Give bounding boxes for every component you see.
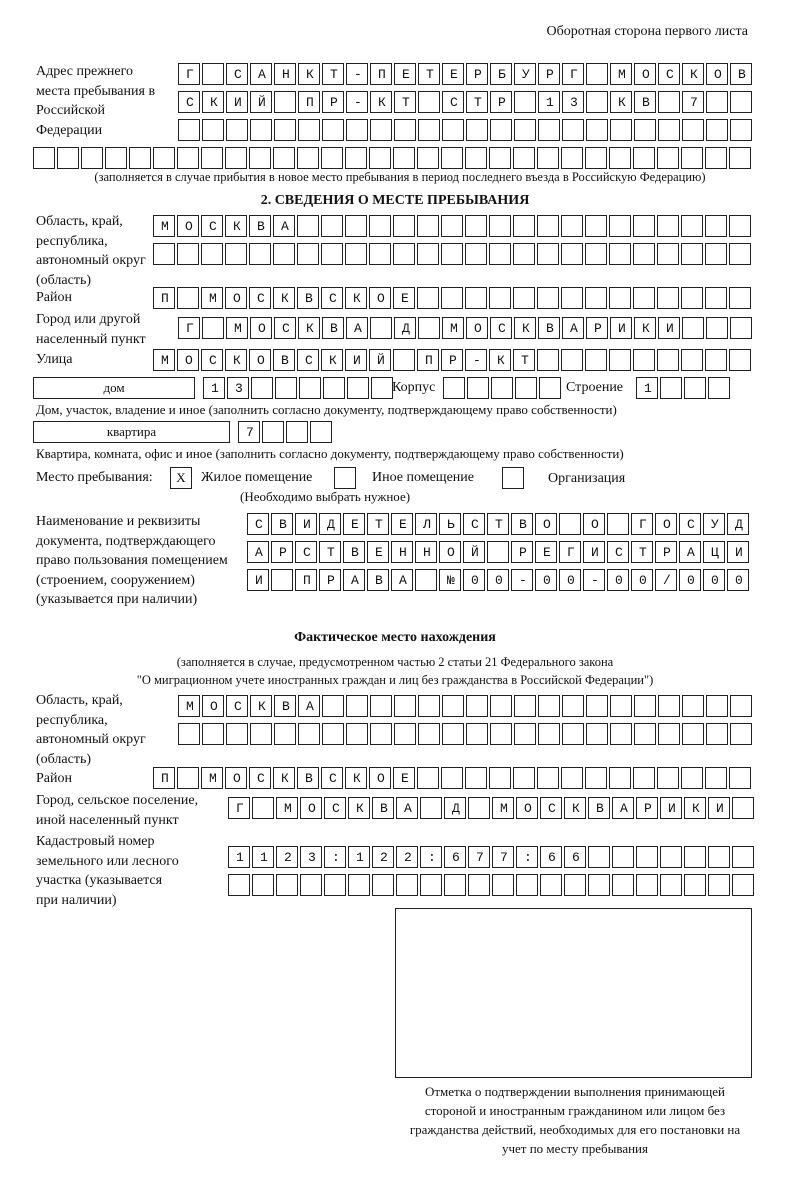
house-number-cells-text: 13 — [211, 381, 404, 396]
house-caption: Дом, участок, владение и иное (заполнить согласно документу, подтверждающему право собственности) — [36, 402, 617, 417]
confirmation-stamp-box — [395, 908, 752, 1078]
actual-region-row-2-text — [178, 723, 762, 746]
cadastral-row-1-text: 1123:122:677:66 — [236, 850, 765, 865]
stay-hint: (Необходимо выбрать нужное) — [240, 489, 411, 504]
stay-option-other-checkbox[interactable] — [334, 467, 356, 489]
city-row-text: Г МОСКВА Д МОСКВАРИКИ — [186, 321, 763, 336]
korpus-cells-text — [443, 377, 571, 400]
actual-region-label: Область, край, республика, автономный округ (область) — [36, 693, 146, 767]
document-label: Наименование и реквизиты документа, подтверждающего право пользования помещением (строением, сооружением) (указывается при наличии) — [36, 514, 228, 607]
region-row-1-text: МОСКВА — [161, 219, 762, 234]
document-row-1-text: СВИДЕТЕЛЬСТВО О ГОСУД — [255, 517, 760, 532]
prev-address-row-4-text — [33, 147, 761, 170]
cadastral-row-2-text — [228, 874, 764, 897]
stay-option-other-label: Иное помещение — [372, 470, 474, 485]
stay-option-residential-label: Жилое помещение — [201, 470, 313, 485]
actual-location-title: Фактическое место нахождения — [294, 630, 496, 645]
stay-option-organization-checkbox[interactable] — [502, 467, 524, 489]
document-row-2-text: АРСТВЕННОЙ РЕГИСТРАЦИ — [255, 545, 760, 560]
prev-address-note — [0, 170, 800, 185]
region-row-2-text — [153, 243, 761, 266]
apartment-type-field[interactable]: квартира — [33, 421, 230, 443]
actual-district-row-text: П МОСКВСКОЕ — [161, 771, 762, 786]
city-label: Город или другой населенный пункт — [36, 312, 146, 347]
actual-district-label: Район — [36, 771, 72, 786]
actual-city-row-text: Г МОСКВА Д МОСКВАРИКИ — [236, 801, 765, 816]
stay-label: Место пребывания: — [36, 470, 153, 485]
document-row-3-text: И ПРАВА №00-00-00/000 — [255, 573, 760, 588]
apartment-caption: Квартира, комната, офис и иное (заполнить согласно документу, подтверждающему право собственности) — [36, 446, 624, 461]
page-header: Оборотная сторона первого листа — [546, 24, 748, 39]
prev-address-note-text: (заполняется в случае прибытия в новое место пребывания в период последнего въезда в Российскую Федерацию) — [94, 170, 706, 184]
cadastral-label: Кадастровый номер земельного или лесного участка (указывается при наличии) — [36, 834, 179, 908]
prev-address-row-3-text — [178, 119, 762, 142]
section-2-title: 2. СВЕДЕНИЯ О МЕСТЕ ПРЕБЫВАНИЯ — [260, 193, 530, 208]
stamp-caption: Отметка о подтверждении выполнения принимающей стороной и иностранным гражданином или лицом без гражданства действий, необходимых для его постановки на учет по месту пребывания — [409, 1084, 741, 1156]
prev-address-label: Адрес прежнего места пребывания в Российской Федерации — [36, 64, 156, 138]
stay-option-residential-checkbox[interactable]: X — [170, 467, 192, 489]
house-type-field[interactable]: дом — [33, 377, 195, 399]
prev-address-row-2-text: СКИЙ ПР-КТ СТР 13 КВ 7 — [186, 95, 763, 110]
korpus-label: Корпус — [392, 380, 436, 395]
actual-region-row-1-text: МОСКВА — [186, 699, 763, 714]
actual-note-1: (заполняется в случае, предусмотренном частью 2 статьи 21 Федерального закона — [176, 655, 614, 669]
region-label: Область, край, республика, автономный округ (область) — [36, 214, 146, 288]
prev-address-row-1-text: Г САНКТ-ПЕТЕРБУРГ МОСКОВ — [186, 67, 763, 82]
district-row-text: П МОСКВСКОЕ — [161, 291, 762, 306]
district-label: Район — [36, 290, 72, 305]
building-cells-text: 1 — [644, 381, 741, 396]
stay-option-organization-label: Организация — [548, 471, 626, 486]
actual-note-2: "О миграционном учете иностранных граждан и лиц без гражданства в Российской Федерации") — [136, 673, 654, 687]
building-label: Строение — [566, 380, 624, 395]
apartment-cells-text: 7 — [246, 425, 343, 440]
street-label: Улица — [36, 352, 73, 367]
actual-city-label: Город, сельское поселение, иной населенный пункт — [36, 793, 199, 828]
street-row-text: МОСКОВСКИЙ ПР-КТ — [161, 353, 762, 368]
